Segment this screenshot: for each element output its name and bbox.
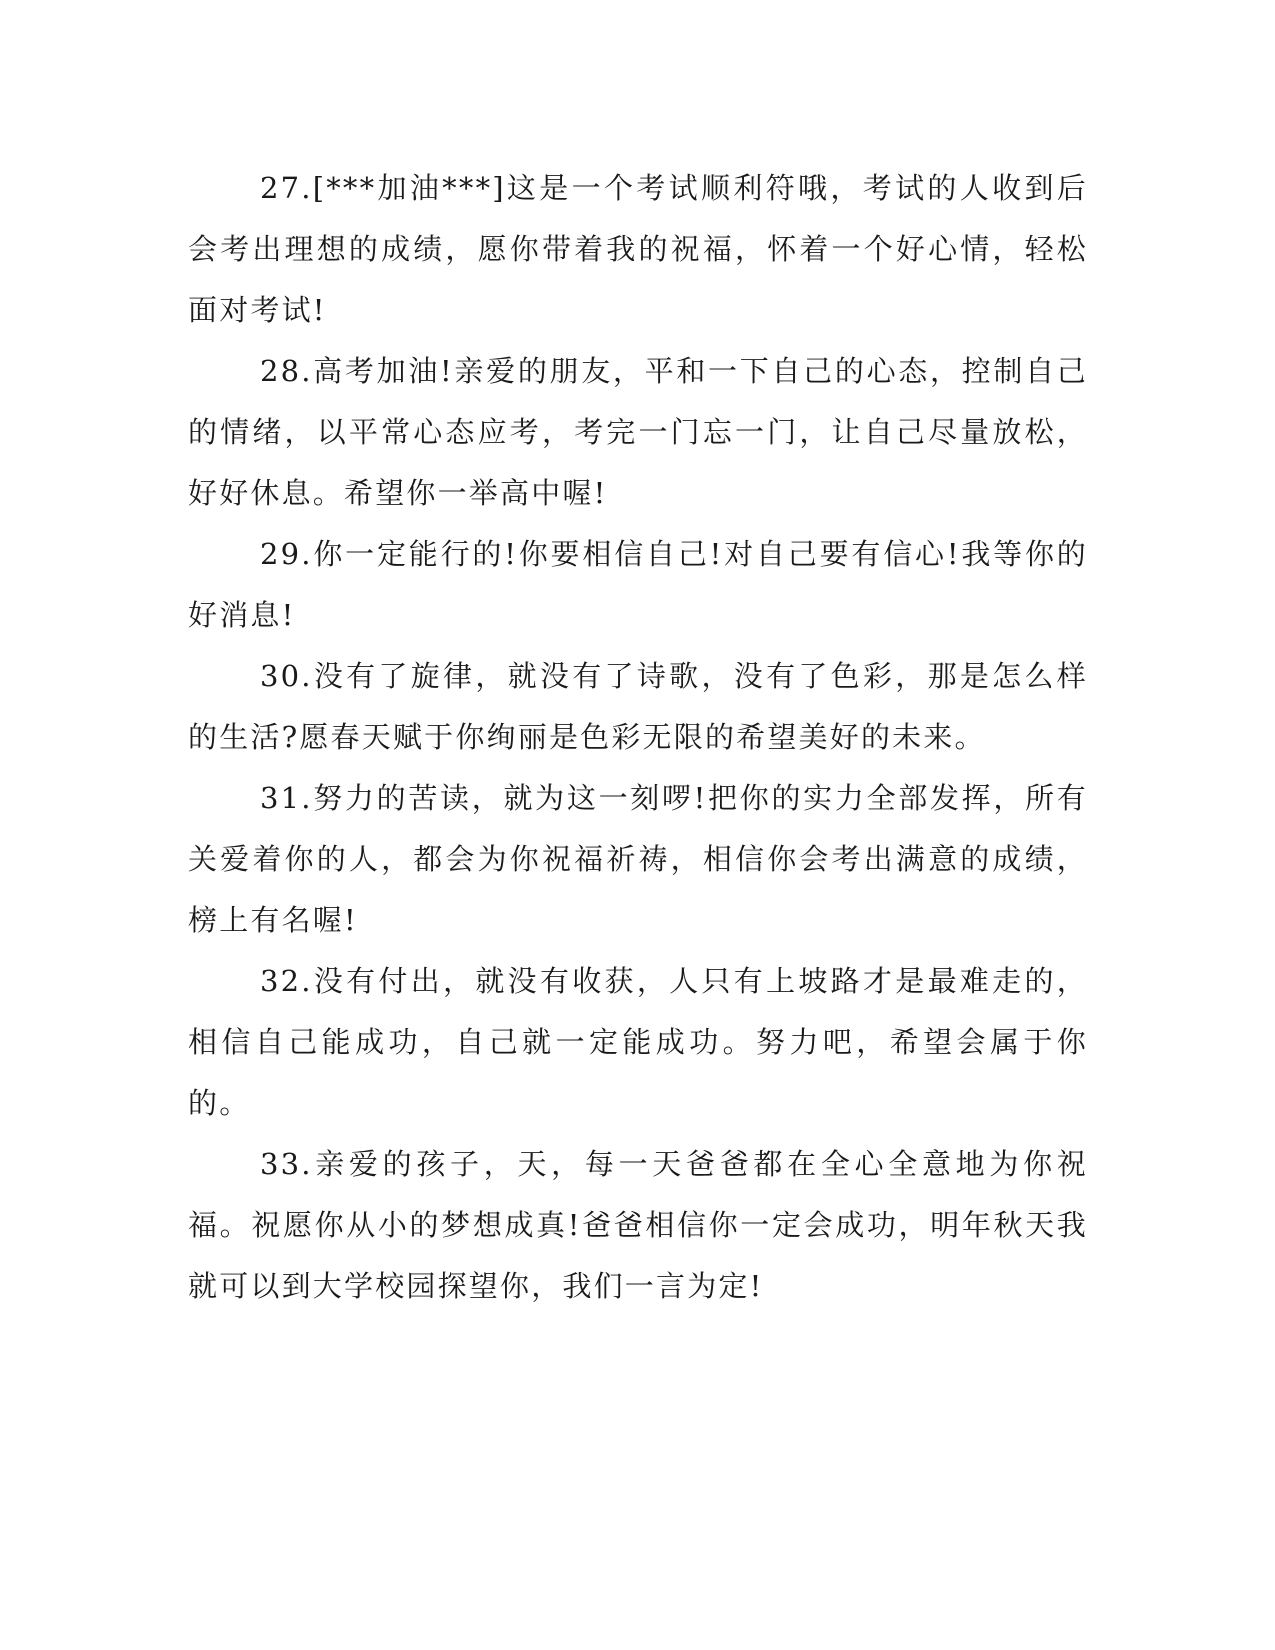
paragraph-32: 32.没有付出，就没有收获，人只有上坡路才是最难走的，相信自己能成功，自己就一定能成功。努力吧，希望会属于你的。: [188, 964, 1088, 1120]
document-body: [188, 158, 1088, 1317]
paragraph-28: 28.高考加油!亲爱的朋友，平和一下自己的心态，控制自己的情绪，以平常心态应考，考完一门忘一门，让自己尽量放松，好好休息。希望你一举高中喔!: [188, 354, 1088, 510]
paragraph-27: 27.[***加油***]这是一个考试顺利符哦，考试的人收到后会考出理想的成绩，愿你带着我的祝福，怀着一个好心情，轻松面对考试!: [188, 171, 1088, 327]
paragraph-33: 33.亲爱的孩子，天，每一天爸爸都在全心全意地为你祝福。祝愿你从小的梦想成真!爸爸相信你一定会成功，明年秋天我就可以到大学校园探望你，我们一言为定!: [188, 1147, 1088, 1303]
paragraph-29: 29.你一定能行的!你要相信自己!对自己要有信心!我等你的好消息!: [188, 537, 1088, 632]
paragraph-31: 31.努力的苦读，就为这一刻啰!把你的实力全部发挥，所有关爱着你的人，都会为你祝福祈祷，相信你会考出满意的成绩，榜上有名喔!: [188, 781, 1088, 937]
paragraph-30: 30.没有了旋律，就没有了诗歌，没有了色彩，那是怎么样的生活?愿春天赋于你绚丽是色彩无限的希望美好的未来。: [188, 659, 1088, 754]
